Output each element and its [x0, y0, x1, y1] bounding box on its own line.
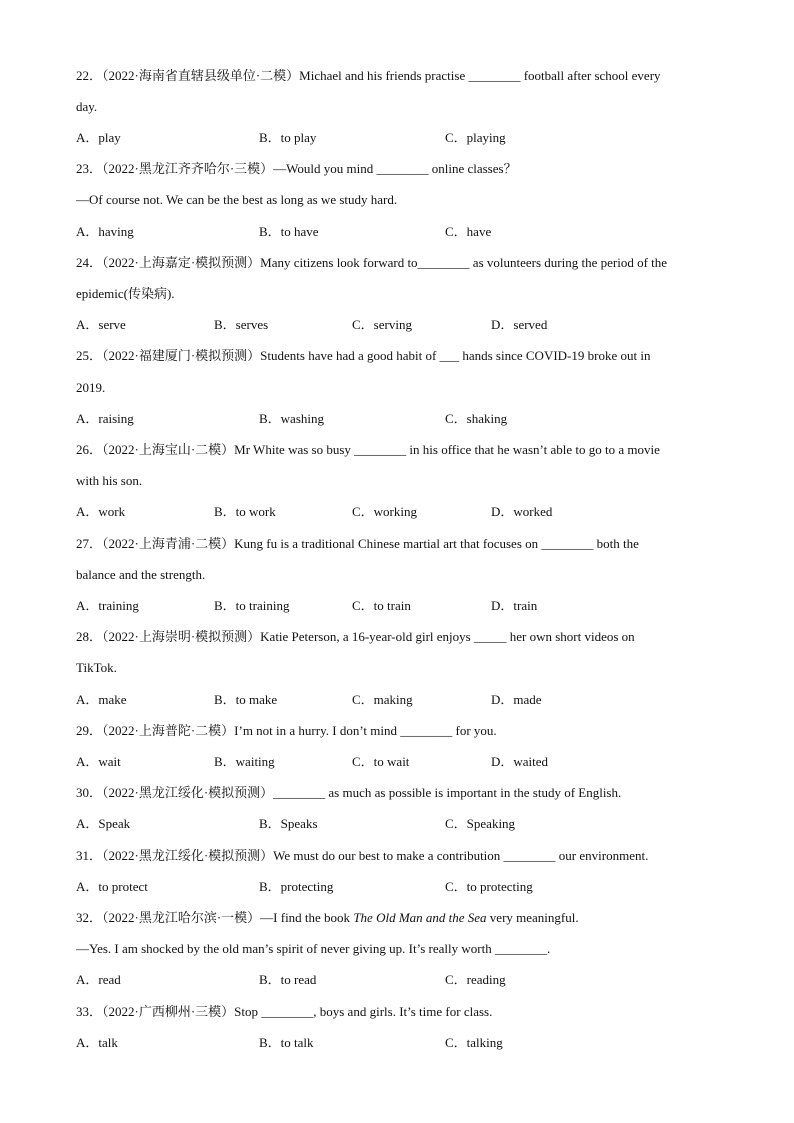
- q25-options: [76, 409, 718, 429]
- q33-options: [76, 1033, 718, 1053]
- q22-option-c[interactable]: C．playing: [445, 130, 506, 145]
- q24-stem-line-2: epidemic(传染病).: [76, 286, 175, 301]
- q29-stem-line-1: 29．（2022·上海普陀·二模）I’m not in a hurry. I don’t mind ________ for you.: [76, 723, 497, 738]
- q32-stem-line-2: —Yes. I am shocked by the old man’s spirit of never giving up. It’s really worth ________.: [76, 941, 551, 956]
- q27-option-d[interactable]: D．train: [491, 598, 538, 613]
- q24-option-a[interactable]: A．serve: [76, 317, 126, 332]
- q26-option-c[interactable]: C．working: [352, 504, 418, 519]
- q25-option-a[interactable]: A．raising: [76, 411, 134, 426]
- q32-stem-tail: very meaningful.: [486, 910, 579, 925]
- q23-option-a[interactable]: A．having: [76, 224, 134, 239]
- q29-option-b[interactable]: B．waiting: [214, 754, 275, 769]
- q24-stem-line-1: 24．（2022·上海嘉定·模拟预测）Many citizens look forward to________ as volunteers during the period of the: [76, 255, 668, 270]
- q28-option-d[interactable]: D．made: [491, 692, 542, 707]
- q25-option-c[interactable]: C．shaking: [445, 411, 508, 426]
- q30-option-a[interactable]: A．Speak: [76, 816, 131, 831]
- q30-option-c[interactable]: C．Speaking: [445, 816, 516, 831]
- q23-options: [76, 222, 718, 242]
- q32-book-title: The Old Man and the Sea: [353, 910, 487, 925]
- q32-option-a[interactable]: A．read: [76, 972, 121, 987]
- q32-option-b[interactable]: B．to read: [259, 972, 317, 987]
- q32-option-c[interactable]: C．reading: [445, 972, 506, 987]
- q30-option-b[interactable]: B．Speaks: [259, 816, 318, 831]
- q22-option-b[interactable]: B．to play: [259, 130, 317, 145]
- q26-option-b[interactable]: B．to work: [214, 504, 276, 519]
- q28-option-a[interactable]: A．make: [76, 692, 127, 707]
- q31-stem-line-1: 31．（2022·黑龙江绥化·模拟预测）We must do our best to make a contribution ________ our environment.: [76, 848, 649, 863]
- q25-option-b[interactable]: B．washing: [259, 411, 325, 426]
- q32-options: [76, 970, 718, 990]
- q23-option-c[interactable]: C．have: [445, 224, 492, 239]
- q26-option-a[interactable]: A．work: [76, 504, 126, 519]
- q31-option-c[interactable]: C．to protecting: [445, 879, 533, 894]
- q22-option-a[interactable]: A．play: [76, 130, 121, 145]
- q27-option-b[interactable]: B．to training: [214, 598, 290, 613]
- q27-stem-line-1: 27．（2022·上海青浦·二模）Kung fu is a traditional Chinese martial art that focuses on ________ both the: [76, 536, 639, 551]
- q33-option-a[interactable]: A．talk: [76, 1035, 118, 1050]
- q28-option-b[interactable]: B．to make: [214, 692, 278, 707]
- q29-options: [76, 752, 718, 772]
- q25-stem-line-1: 25．（2022·福建厦门·模拟预测）Students have had a good habit of ___ hands since COVID-19 broke out in: [76, 348, 651, 363]
- q24-options: [76, 315, 718, 335]
- q27-stem-line-2: balance and the strength.: [76, 567, 206, 582]
- q28-stem-line-1: 28．（2022·上海崇明·模拟预测）Katie Peterson, a 16-year-old girl enjoys _____ her own short videos on: [76, 629, 635, 644]
- q23-stem-line-2: —Of course not. We can be the best as long as we study hard.: [76, 192, 398, 207]
- q28-stem-line-2: TikTok.: [76, 660, 117, 675]
- q28-options: [76, 690, 718, 710]
- q27-option-a[interactable]: A．training: [76, 598, 139, 613]
- q33-option-c[interactable]: C．talking: [445, 1035, 503, 1050]
- q30-options: [76, 814, 718, 834]
- q29-option-c[interactable]: C．to wait: [352, 754, 410, 769]
- q31-options: [76, 877, 718, 897]
- q32-stem-lead: 32．（2022·黑龙江哈尔滨·一模）—I find the book: [76, 910, 354, 925]
- q31-option-b[interactable]: B．protecting: [259, 879, 334, 894]
- q28-option-c[interactable]: C．making: [352, 692, 413, 707]
- q27-options: [76, 596, 718, 616]
- q30-stem-line-1: 30．（2022·黑龙江绥化·模拟预测）________ as much as possible is important in the study of English.: [76, 785, 622, 800]
- q25-stem-line-2: 2019.: [76, 380, 106, 395]
- q26-stem-line-1: 26．（2022·上海宝山·二模）Mr White was so busy ________ in his office that he wasn’t able to go to a movie: [76, 442, 660, 457]
- q22-options: [76, 128, 718, 148]
- q26-stem-line-2: with his son.: [76, 473, 143, 488]
- q24-option-b[interactable]: B．serves: [214, 317, 269, 332]
- q22-stem-line-1: 22．（2022·海南省直辖县级单位·二模）Michael and his friends practise ________ football after school every: [76, 68, 661, 83]
- q26-options: [76, 502, 718, 522]
- q33-stem-line-1: 33．（2022·广西柳州·三模）Stop ________, boys and girls. It’s time for class.: [76, 1004, 493, 1019]
- q24-option-d[interactable]: D．served: [491, 317, 548, 332]
- q31-option-a[interactable]: A．to protect: [76, 879, 148, 894]
- q29-option-a[interactable]: A．wait: [76, 754, 121, 769]
- q26-option-d[interactable]: D．worked: [491, 504, 553, 519]
- q23-stem-line-1: 23．（2022·黑龙江齐齐哈尔·三模）—Would you mind ________ online classes？: [76, 161, 517, 176]
- q32-stem-line-1: [76, 908, 718, 928]
- q24-option-c[interactable]: C．serving: [352, 317, 412, 332]
- q29-option-d[interactable]: D．waited: [491, 754, 549, 769]
- q22-stem-line-2: day.: [76, 99, 98, 114]
- q27-option-c[interactable]: C．to train: [352, 598, 411, 613]
- q33-option-b[interactable]: B．to talk: [259, 1035, 314, 1050]
- q23-option-b[interactable]: B．to have: [259, 224, 319, 239]
